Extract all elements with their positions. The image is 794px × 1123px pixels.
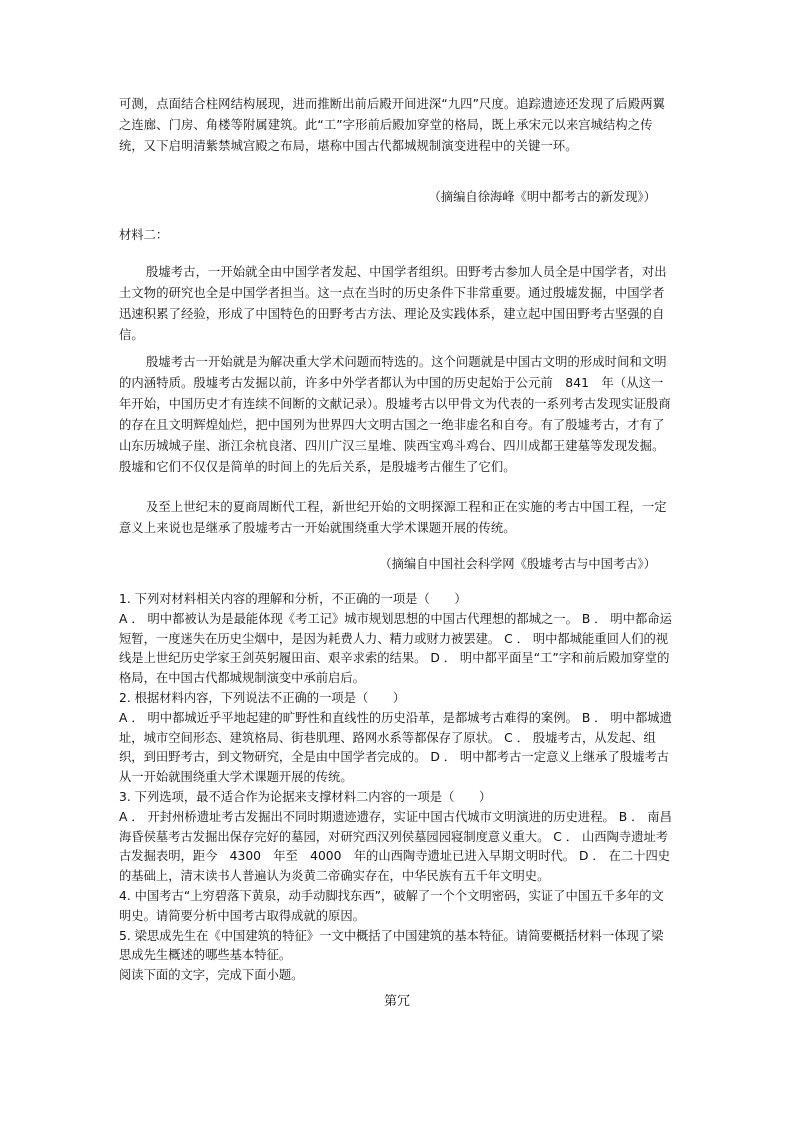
material-2-paragraph-3: 及至上世纪末的夏商周断代工程，新世纪开始的文明探源工程和正在实施的考古中国工程，一定意义上来说也是继承了殷墟考古一开始就围绕重大学术课题开展的传统。 [119,500,667,535]
question-3-stem: 3. 下列选项，最不适合作为论据来支撑材料二内容的一项是（ ） [119,789,492,804]
question-1-options: A ． 明中都被认为是最能体现《考工记》城市规划思想的中国古代理想的都城之一。 B ． 明中都命运短暂，一度迷失在历史尘烟中，是因为耗费人力、精力或财力被罢建。 C ． 明中都城能重回人们的视线是上世纪历史学家王剑英躬履田亩、艰辛求索的结果。 D ． 明中都平面呈“工”字和前后殿加穿堂的格局，在中国古代都城规制演变中承前启后。 [119,611,672,686]
material-2-heading: 材料二： [119,228,169,242]
questions-section [119,590,675,986]
reading-instruction: 阅读下面的文字，完成下面小题。 [119,968,304,983]
material-2-paragraph-1: 殷墟考古，一开始就全由中国学者发起、中国学者组织。田野考古参加人员全是中国学者，对出土文物的研究也全是中国学者担当。这一点在当时的历史条件下非常重要。通过殷墟发掘，中国学者迅速积累了经验，形成了中国特色的田野考古方法、理论及实践体系，建立起中国田野考古坚强的自信。 [119,265,667,342]
source-citation-2: （摘编自中国社会科学网《殷墟考古与中国考古》） [379,557,656,571]
page-footer: 第冗 [383,994,410,1009]
question-2-options: A ． 明中都城近乎平地起建的旷野性和直线性的历史沿革，是都城考古难得的案例。 B ． 明中都城遗址，城市空间形态、建筑格局、街巷肌理、路网水系等都保存了原状。 C ． 殷墟考古，从发起、组织，到田野考古，到文物研究，全是由中国学者完成的。 D ． 明中都考古一定意义上继承了殷墟考古从一开始就围绕重大学术课题开展的传统。 [119,710,672,785]
question-1-stem: 1. 下列对材料相关内容的理解和分析，不正确的一项是（ ） [119,592,467,606]
source-citation-1: （摘编自徐海峰《明中都考古的新发现》） [428,190,656,204]
question-2-stem: 2. 根据材料内容，下列说法不正确的一项是（ ） [119,690,406,705]
material-2-paragraph-2: 殷墟考古一开始就是为解决重大学术问题而特选的。这个问题就是中国古文明的形成时间和文明的内涵特质。殷墟考古发掘以前，许多中外学者都认为中国的历史起始于公元前 841 年（从这一年开始，中国历史才有连续不间断的文献记录）。殷墟考古以甲骨文为代表的一系列考古发现实证殷商的存在且文明辉煌灿烂，把中国列为世界四大文明古国之一绝非虚名和自夸。有了殷墟考古，才有了山东历城城子崖、浙江余杭良渚、四川广汉三星堆、陕西宝鸡斗鸡台、四川成都王建墓等发现发掘。殷墟和它们不仅仅是简单的时间上的先后关系，是殷墟考古催生了它们。 [119,355,671,474]
question-3-options: A ． 开封州桥遗址考古发掘出不同时期遗迹遗存，实证中国古代城市文明演进的历史进程。 B ． 南昌海昏侯墓考古发掘出保存完好的墓园，对研究西汉列侯墓园园寝制度意义重大。 C ． 山西陶寺遗址考古发掘表明，距今 4300 年至 4000 年的山西陶寺遗址已进入早期文明时代。 D ． 在二十四史的基础上，清末读书人普遍认为炎黄二帝确实存在，中华民族有五千年文明史。 [119,809,672,884]
intro-paragraph: 可测，点面结合柱网结构展现，进而推断出前后殿开间进深“九四”尺度。追踪遗迹还发现了后殿两翼之连廊、门房、角楼等附属建筑。此“工”字形前后殿加穿堂的格局，既上承宋元以来宫城结构之传统，又下启明清紫禁城宫殿之布局，堪称中国古代都城规制演变进程中的关键一环。 [119,97,666,153]
question-5: 5. 梁思成先生在《中国建筑的特征》一文中概括了中国建筑的基本特征。请简要概括材料一体现了梁思成先生概述的哪些基本特征。 [119,928,664,963]
question-4: 4. 中国考古“上穷碧落下黄泉，动手动脚找东西”，破解了一个个文明密码，实证了中国五千多年的文明史。请简要分析中国考古取得成就的原因。 [119,888,664,923]
